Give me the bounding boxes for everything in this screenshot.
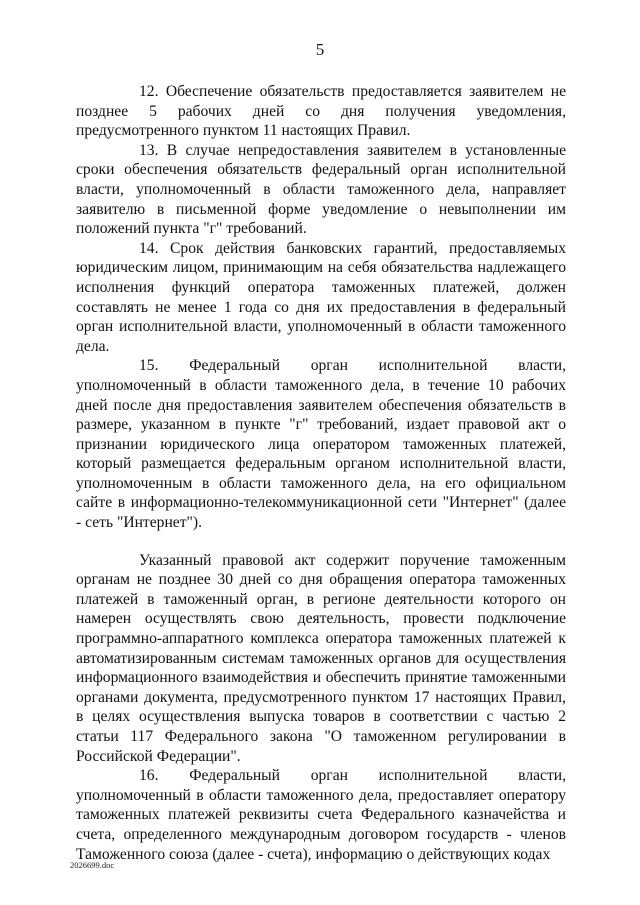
paragraph-16: 16. Федеральный орган исполнительной власти, уполномоченный в области таможенного дела, предоставляет оператору таможенных платежей реквизиты счета Федерального казначейства и счета, определенного международным договором государств - членов Таможенного союза (далее - счета), информацию о действующих кодах: [76, 767, 566, 863]
paragraph-15: 15. Федеральный орган исполнительной власти, уполномоченный в области таможенного дела, в течение 10 рабочих дней после дня предоставления заявителем обеспечения обязательств в размере, указанном в пункте "г" требований, издает правовой акт о признании юридического лица оператором таможенных платежей, который размещается федеральным органом исполнительной власти, уполномоченным в области таможенного дела, на его официальном сайте в информационно-телекоммуникационной сети "Интернет" (далее - сеть "Интернет").: [76, 357, 566, 532]
paragraph-12: 12. Обеспечение обязательств предоставляется заявителем не позднее 5 рабочих дней со дня получения уведомления, предусмотренного пунктом 11 настоящих Правил.: [76, 83, 566, 140]
page-number: 5: [315, 40, 325, 59]
paragraph-14: 14. Срок действия банковских гарантий, предоставляемых юридическим лицом, принимающим на себя обязательства надлежащего исполнения функций оператора таможенных платежей, должен составлять не менее 1 года со дня их предоставления в федеральный орган исполнительной власти, уполномоченный в области таможенного дела.: [76, 239, 566, 355]
document-body: [76, 82, 566, 864]
paragraph-13: 13. В случае непредоставления заявителем в установленные сроки обеспечения обязательств федеральный орган исполнительной власти, уполномоченный в области таможенного дела, направляет заявителю в письменной форме уведомление о невыполнении им положений пункта "г" требований.: [76, 141, 566, 238]
document-file-code: 2026699.doc: [70, 860, 115, 870]
paragraph-legal-act: Указанный правовой акт содержит поручение таможенным органам не позднее 30 дней со дня обращения оператора таможенных платежей в таможенный орган, в регионе деятельности которого он намерен осуществлять свою деятельность, провести подключение программно-аппаратного комплекса оператора таможенных платежей к автоматизированным системам таможенных органов для осуществления информационного взаимодействия и обеспечить принятие таможенными органами документа, предусмотренного пунктом 17 настоящих Правил, в целях осуществления выпуска товаров в соответствии с частью 2 статьи 117 Федерального закона "О таможенном регулировании в Российской Федерации".: [76, 551, 566, 765]
